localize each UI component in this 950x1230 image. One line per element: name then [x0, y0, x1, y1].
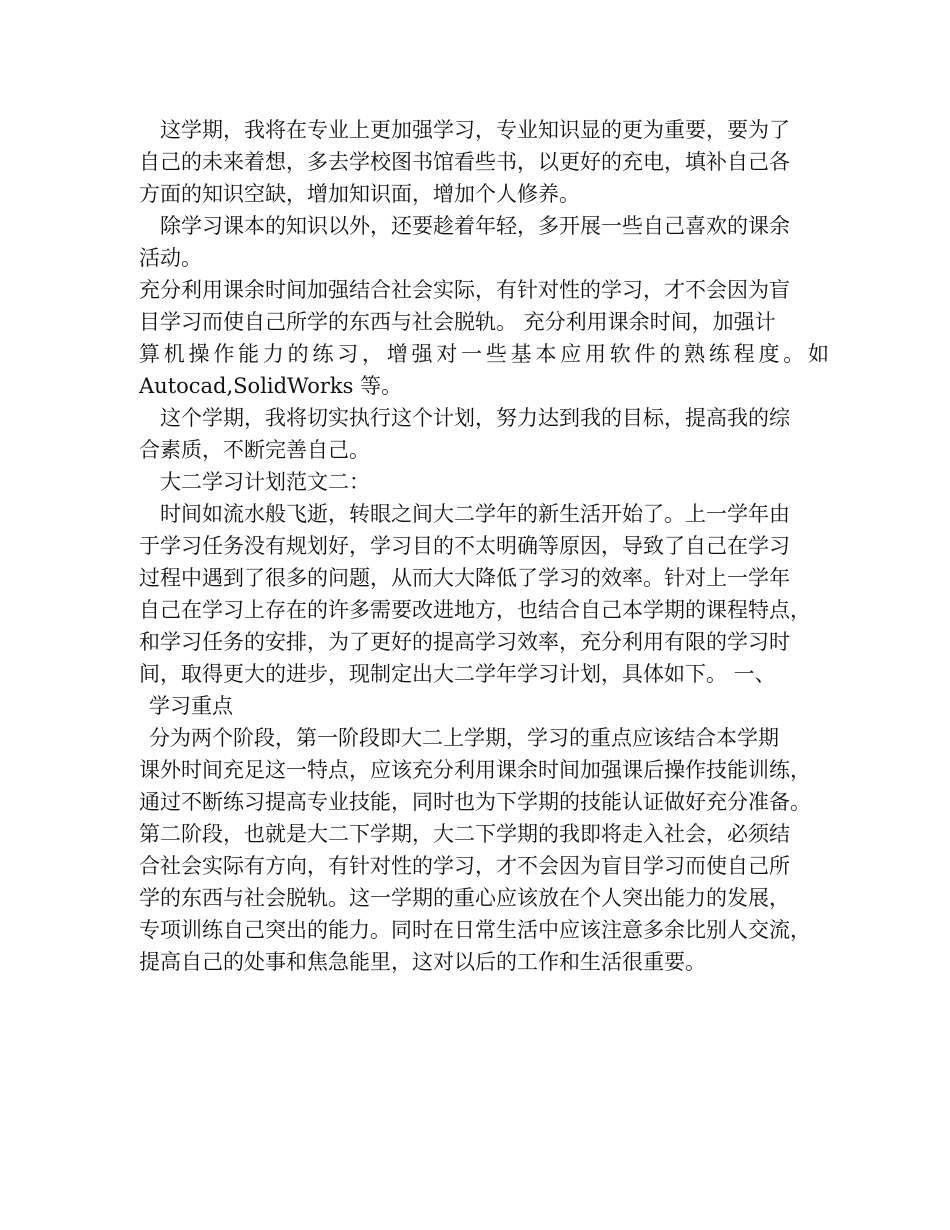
text-line: 合素质，不断完善自己。: [139, 438, 370, 462]
text-line: 课外时间充足这一特点，应该充分利用课余时间加强课后操作技能训练，: [139, 758, 811, 782]
text-line: 过程中遇到了很多的问题，从而大大降低了学习的效率。针对上一学年: [139, 566, 790, 590]
text-line: 通过不断练习提高专业技能，同时也为下学期的技能认证做好充分准备。: [139, 790, 811, 814]
text-line: 分为两个阶段，第一阶段即大二上学期，学习的重点应该结合本学期: [149, 726, 779, 750]
text-line: 和学习任务的安排，为了更好的提高学习效率，充分利用有限的学习时: [139, 630, 790, 654]
text-line: 自己在学习上存在的许多需要改进地方，也结合自己本学期的课程特点，: [139, 598, 811, 622]
text-line: 合社会实际有方向，有针对性的学习，才不会因为盲目学习而使自己所: [139, 854, 790, 878]
text-line: 学的东西与社会脱轨。这一学期的重心应该放在个人突出能力的发展，: [139, 886, 790, 910]
text-line: 活动。: [139, 246, 202, 270]
text-line: 充分利用课余时间加强结合社会实际，有针对性的学习，才不会因为盲: [139, 278, 790, 302]
text-line: 第二阶段，也就是大二下学期，大二下学期的我即将走入社会，必须结: [139, 822, 790, 846]
text-line: 于学习任务没有规划好，学习目的不太明确等原因，导致了自己在学习: [139, 534, 790, 558]
text-line: 方面的知识空缺，增加知识面，增加个人修养。: [139, 182, 580, 206]
text-line: 时间如流水般飞逝，转眼之间大二学年的新生活开始了。上一学年由: [160, 502, 790, 526]
text-line: 专项训练自己突出的能力。同时在日常生活中应该注意多余比别人交流，: [139, 918, 811, 942]
text-line: 算机操作能力的练习，增强对一些基本应用软件的熟练程度。如: [139, 342, 829, 366]
text-line: 除学习课本的知识以外，还要趁着年轻，多开展一些自己喜欢的课余: [160, 214, 790, 238]
text-line: 学习重点: [149, 694, 233, 718]
text-line: 目学习而使自己所学的东西与社会脱轨。 充分利用课余时间，加强计: [139, 310, 776, 334]
text-line: 提高自己的处事和焦急能里，这对以后的工作和生活很重要。: [139, 950, 706, 974]
text-line: 这个学期，我将切实执行这个计划，努力达到我的目标，提高我的综: [160, 406, 790, 430]
text-line: 自己的未来着想，多去学校图书馆看些书，以更好的充电，填补自己各: [139, 150, 790, 174]
section-heading: 大二学习计划范文二：: [160, 470, 370, 494]
text-line: 这学期，我将在专业上更加强学习，专业知识显的更为重要，要为了: [160, 118, 790, 142]
text-line: 间，取得更大的进步，现制定出大二学年学习计划，具体如下。 一、: [139, 662, 776, 686]
text-line: Autocad,SolidWorks 等。: [139, 374, 403, 398]
body-text: [139, 114, 829, 978]
